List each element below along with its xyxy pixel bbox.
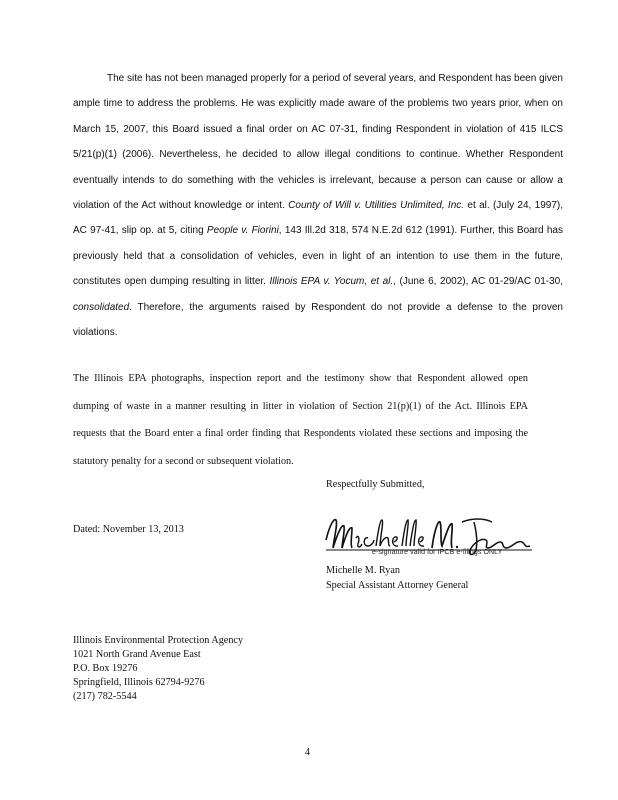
- case-citation: consolidated: [73, 301, 130, 313]
- closing-salutation: Respectfully Submitted,: [326, 479, 425, 490]
- request-paragraph: [73, 365, 528, 475]
- signer-name: Michelle M. Ryan: [326, 565, 401, 576]
- address-phone: (217) 782-5544: [73, 691, 137, 702]
- paragraph-text: The site has not been managed properly for a period of several years, and Respondent has been given ample time to address the problems. He was explicitly made aware of the problems two years prior, when on March 15, 2007, this Board issued a final order on AC 07-31, finding Respondent in violation of 415 ILCS 5/21(p)(1) (2006). Nevertheless, he decided to allow illegal conditions to continue. Whether Respondent eventually intends to do something with the vehicles is irrelevant, because a person can cause or allow a violation of the Act without knowledge or intent.: [73, 73, 563, 212]
- page-number: 4: [305, 747, 310, 758]
- paragraph-text: et al. (July 24, 1997), AC 97-41, slip op. at 5, citing: [73, 200, 564, 237]
- date-line: Dated: November 13, 2013: [73, 524, 184, 535]
- address-street: 1021 North Grand Avenue East: [73, 649, 201, 660]
- address-city: Springfield, Illinois 62794-9276: [73, 677, 205, 688]
- argument-paragraph: [73, 66, 563, 345]
- case-citation: People v. Fiorini: [206, 225, 279, 237]
- agency-address: [73, 634, 243, 704]
- signer-title: Special Assistant Attorney General: [326, 579, 469, 591]
- case-citation: County of Will v. Utilities Unlimited, Inc.: [288, 200, 465, 212]
- paragraph-text: The Illinois EPA photographs, inspection report and the testimony show that Respondent allowed open dumping of waste in a manner resulting in litter in violation of Section 21(p)(1) of the Act. Illinois EPA requests that the Board enter a final order finding that Respondents violated these sections and imposing the statutory penalty for a second or subsequent violation.: [73, 373, 528, 467]
- paragraph-text: , 143 Ill.2d 318, 574 N.E.2d 612 (1991). Further, this Board has previously held that a consolidation of vehicles, even in light of an intention to use them in the future, constitutes open dumping resulting in litter.: [73, 225, 563, 288]
- e-signature-caption: e-signature valid for IPCB e-filings ONLY: [372, 549, 503, 556]
- paragraph-text: . Therefore, the arguments raised by Respondent do not provide a defense to the proven violations.: [73, 301, 563, 339]
- case-citation: Illinois EPA v. Yocum, et al.: [269, 276, 394, 288]
- paragraph-text: , (June 6, 2002), AC 01-29/AC 01-30,: [393, 276, 564, 288]
- address-org: Illinois Environmental Protection Agency: [73, 635, 244, 646]
- address-pobox: P.O. Box 19276: [73, 663, 138, 674]
- signer-block: [326, 564, 468, 593]
